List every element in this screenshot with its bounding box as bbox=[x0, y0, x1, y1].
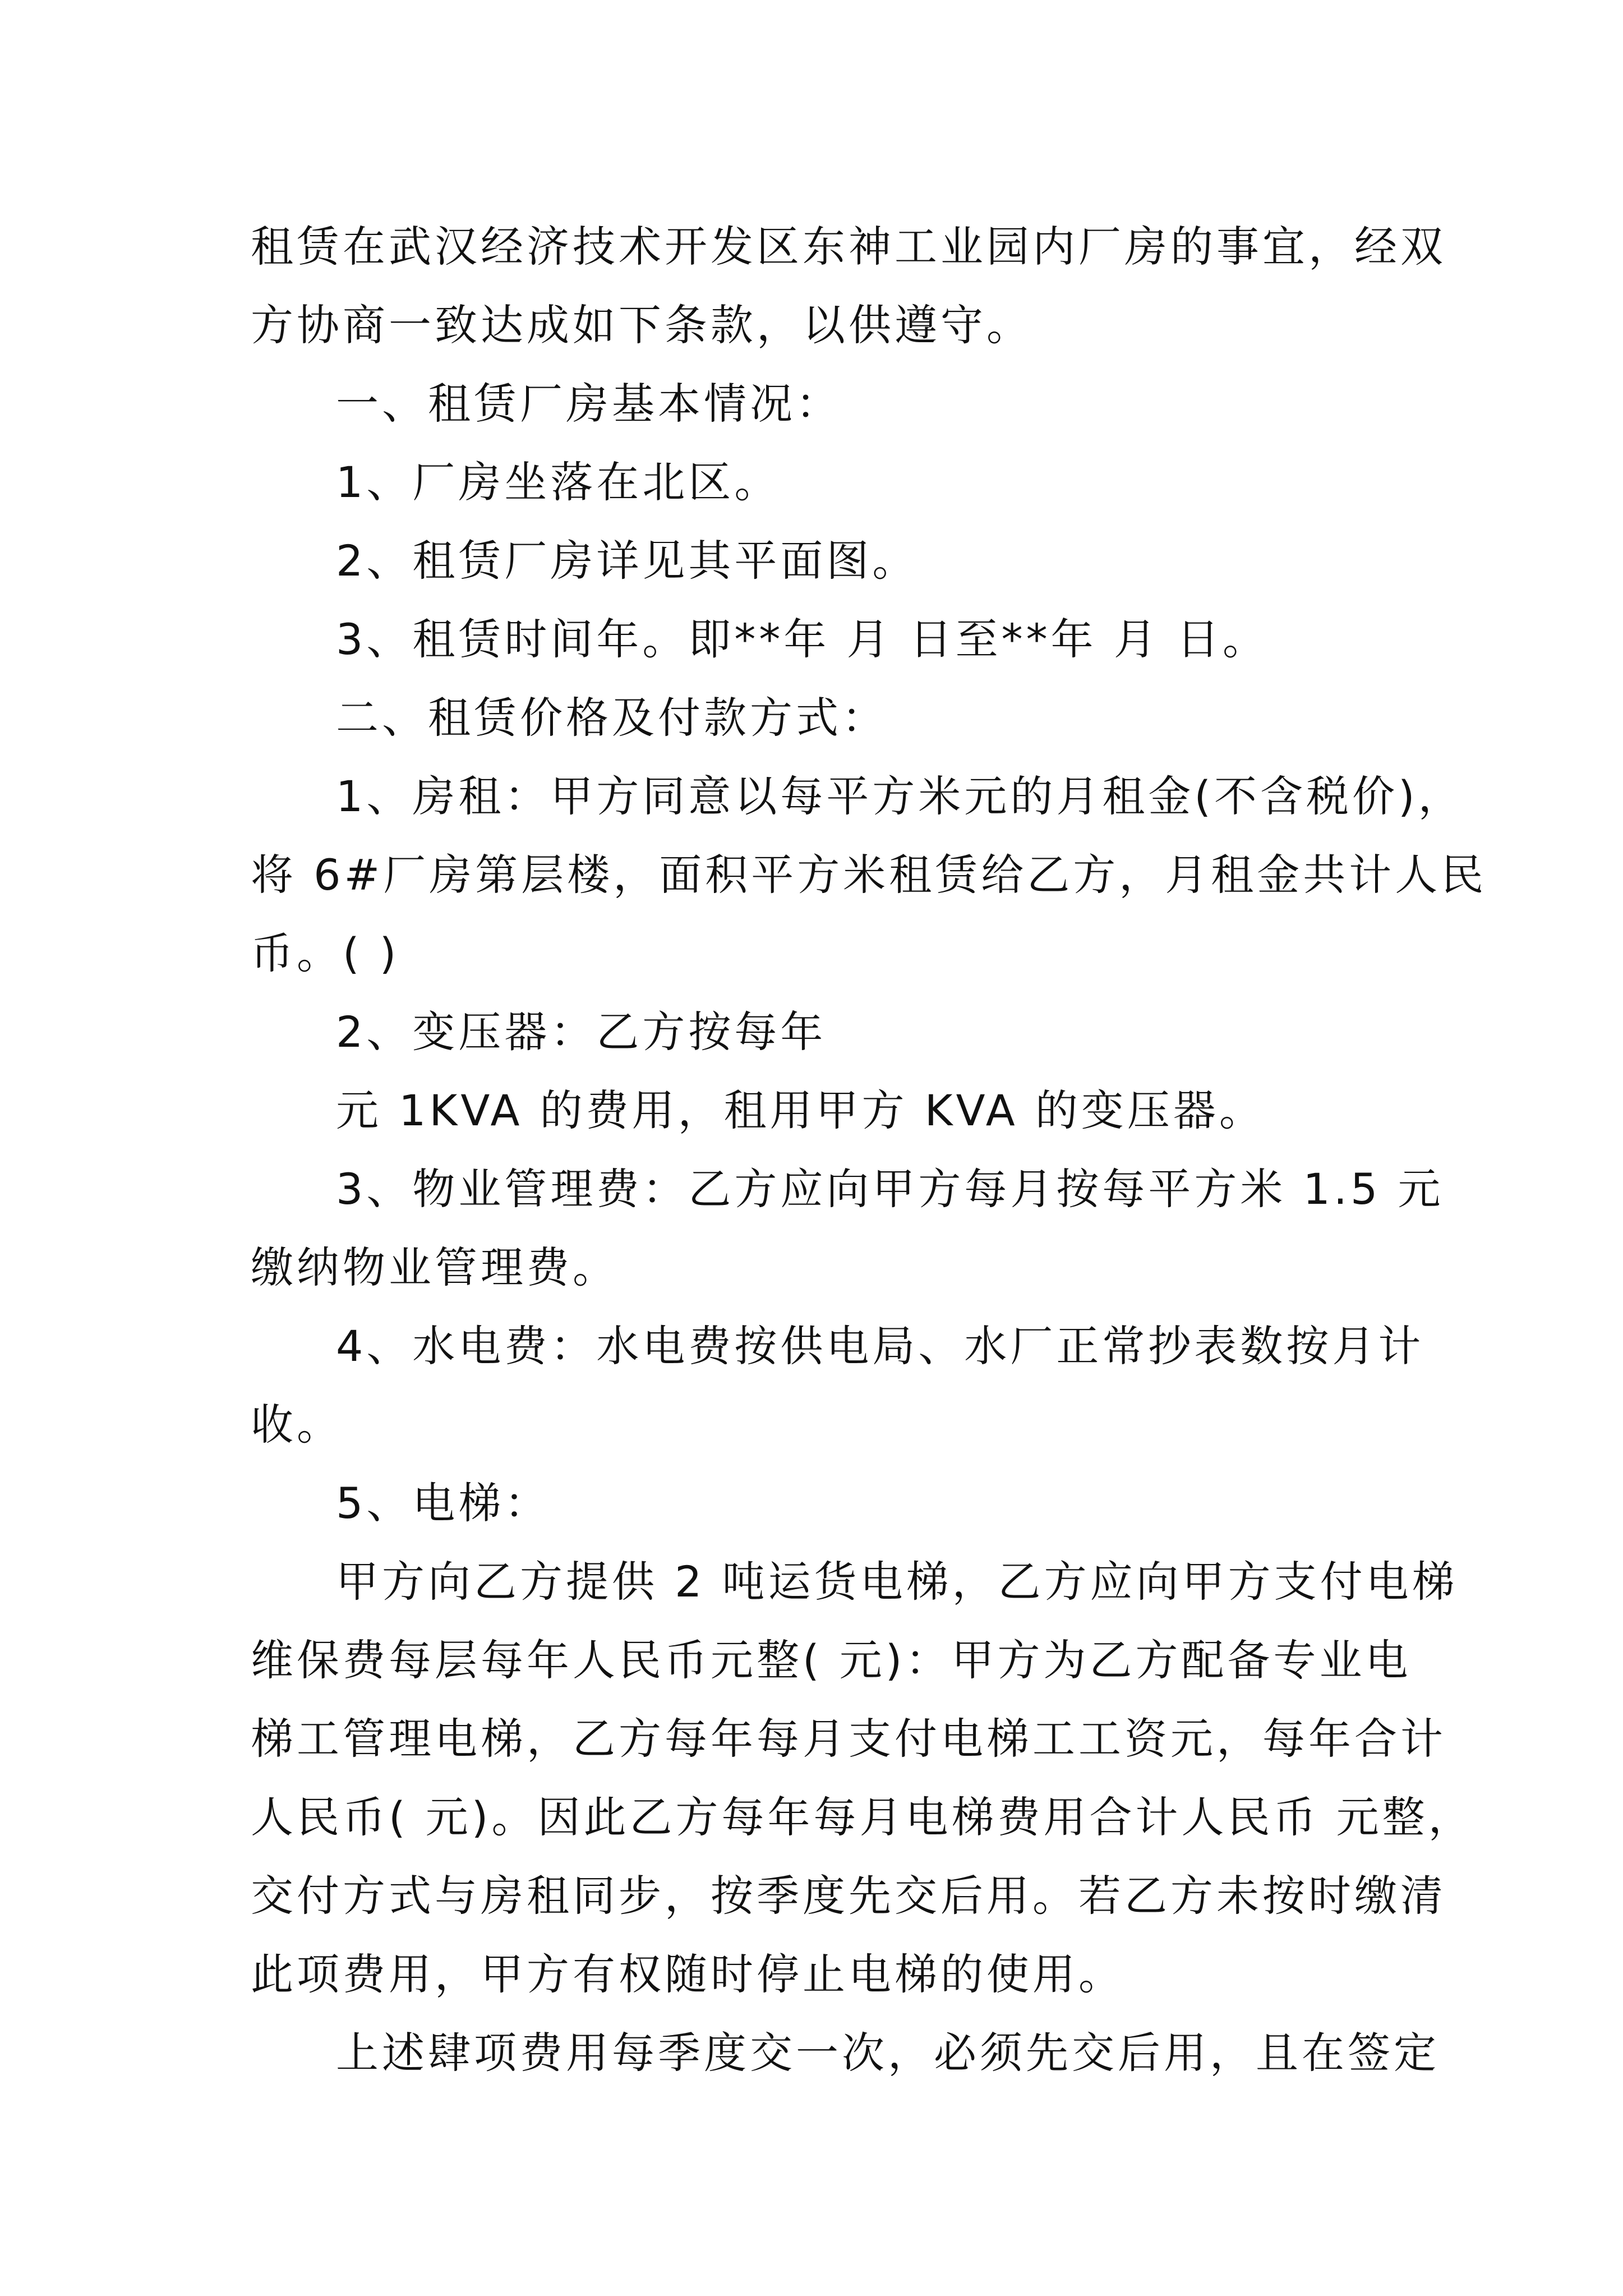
text-line: 4、水电费：水电费按供电局、水厂正常抄表数按月计 bbox=[336, 1321, 1424, 1371]
text-line: 梯工管理电梯，乙方每年每月支付电梯工工资元，每年合计 bbox=[251, 1714, 1446, 1764]
text-line: 方协商一致达成如下条款，以供遵守。 bbox=[251, 300, 1032, 350]
text-line: 维保费每层每年人民币元整( 元)：甲方为乙方配备专业电 bbox=[251, 1635, 1412, 1685]
text-line: 2、变压器：乙方按每年 bbox=[336, 1007, 827, 1057]
text-line: 将 6#厂房第层楼，面积平方米租赁给乙方，月租金共计人民 bbox=[251, 850, 1487, 900]
text-line: 交付方式与房租同步，按季度先交后用。若乙方未按时缴清 bbox=[251, 1871, 1446, 1921]
text-line: 缴纳物业管理费。 bbox=[251, 1243, 619, 1292]
section-heading: 一、租赁厂房基本情况： bbox=[336, 379, 842, 429]
section-heading: 二、租赁价格及付款方式： bbox=[336, 693, 888, 743]
text-line: 1、房租：甲方同意以每平方米元的月租金(不含税价)， bbox=[336, 771, 1464, 821]
text-line: 5、电梯： bbox=[336, 1478, 551, 1528]
text-line: 上述肆项费用每季度交一次，必须先交后用，且在签定 bbox=[336, 2028, 1440, 2078]
text-line: 甲方向乙方提供 2 吨运货电梯，乙方应向甲方支付电梯 bbox=[336, 1557, 1458, 1607]
text-line: 此项费用，甲方有权随时停止电梯的使用。 bbox=[251, 1949, 1124, 1999]
text-line: 3、租赁时间年。即**年 月 日至**年 月 日。 bbox=[336, 614, 1269, 664]
text-line: 2、租赁厂房详见其平面图。 bbox=[336, 536, 919, 586]
document-body bbox=[251, 208, 1487, 2092]
text-line: 收。 bbox=[251, 1400, 343, 1450]
text-line: 3、物业管理费：乙方应向甲方每月按每平方米 1.5 元 bbox=[336, 1164, 1444, 1214]
text-line: 租赁在武汉经济技术开发区东神工业园内厂房的事宜，经双 bbox=[251, 222, 1446, 272]
text-line: 币。( ) bbox=[251, 928, 400, 978]
text-line: 人民币( 元)。因此乙方每年每月电梯费用合计人民币 元整， bbox=[251, 1792, 1474, 1842]
text-line: 元 1KVA 的费用，租用甲方 KVA 的变压器。 bbox=[336, 1085, 1265, 1135]
text-line: 1、厂房坐落在北区。 bbox=[336, 457, 781, 507]
